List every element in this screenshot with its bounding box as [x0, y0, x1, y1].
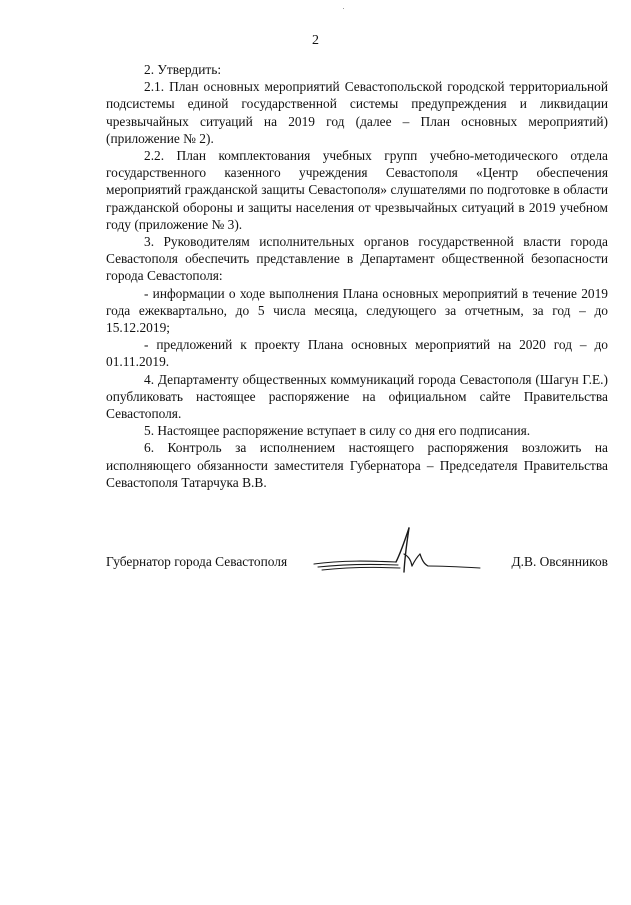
paragraph-5: 5. Настоящее распоряжение вступает в силу со дня его подписания.	[144, 423, 531, 439]
paragraph-4: 4. Департаменту общественных коммуникаций города Севастополя (Шагун Г.Е.) опубликовать настоящее распоряжение на официальном сайте Правительства Севастополя.	[106, 371, 608, 422]
paragraph-2-1: 2.1. План основных мероприятий Севастопольской городской территориальной подсистемы единой государственной системы предупреждения и ликвидации чрезвычайных ситуаций на 2019 год (далее – План основных мероприятий) (приложение № 2).	[106, 79, 608, 146]
scan-artifact	[343, 8, 344, 9]
page-number: 2	[312, 33, 319, 48]
handwritten-signature	[312, 524, 482, 576]
signatory-name: Д.В. Овсянников	[511, 554, 608, 569]
paragraph-3-item-2: - предложений к проекту Плана основных мероприятий на 2020 год – до 01.11.2019.	[106, 337, 608, 370]
paragraph-6: 6. Контроль за исполнением настоящего распоряжения возложить на исполняющего обязанности заместителя Губернатора – Председателя Правительства Севастополя Татарчука В.В.	[106, 440, 608, 490]
paragraph-3-item-1: - информации о ходе выполнения Плана основных мероприятий в течение 2019 года ежеквартально, до 5 числа месяца, следующего за отчетным, за год – до 15.12.2019;	[106, 285, 608, 336]
paragraph-approve: 2. Утвердить:	[144, 62, 222, 77]
document-body	[106, 61, 608, 491]
signatory-position: Губернатор города Севастополя	[106, 554, 288, 569]
paragraph-3: 3. Руководителям исполнительных органов государственной власти города Севастополя обеспечить представление в Департамент общественной безопасности города Севастополя:	[106, 234, 608, 284]
paragraph-2-2: 2.2. План комплектования учебных групп учебно-методического отдела государственного казенного учреждения Севастополя «Центр обеспечения мероприятий гражданской защиты Севастополя» слушателями по подготовке в области гражданской обороны и защиты населения от чрезвычайных ситуаций в 2019 учебном году (приложение № 3).	[106, 148, 608, 232]
